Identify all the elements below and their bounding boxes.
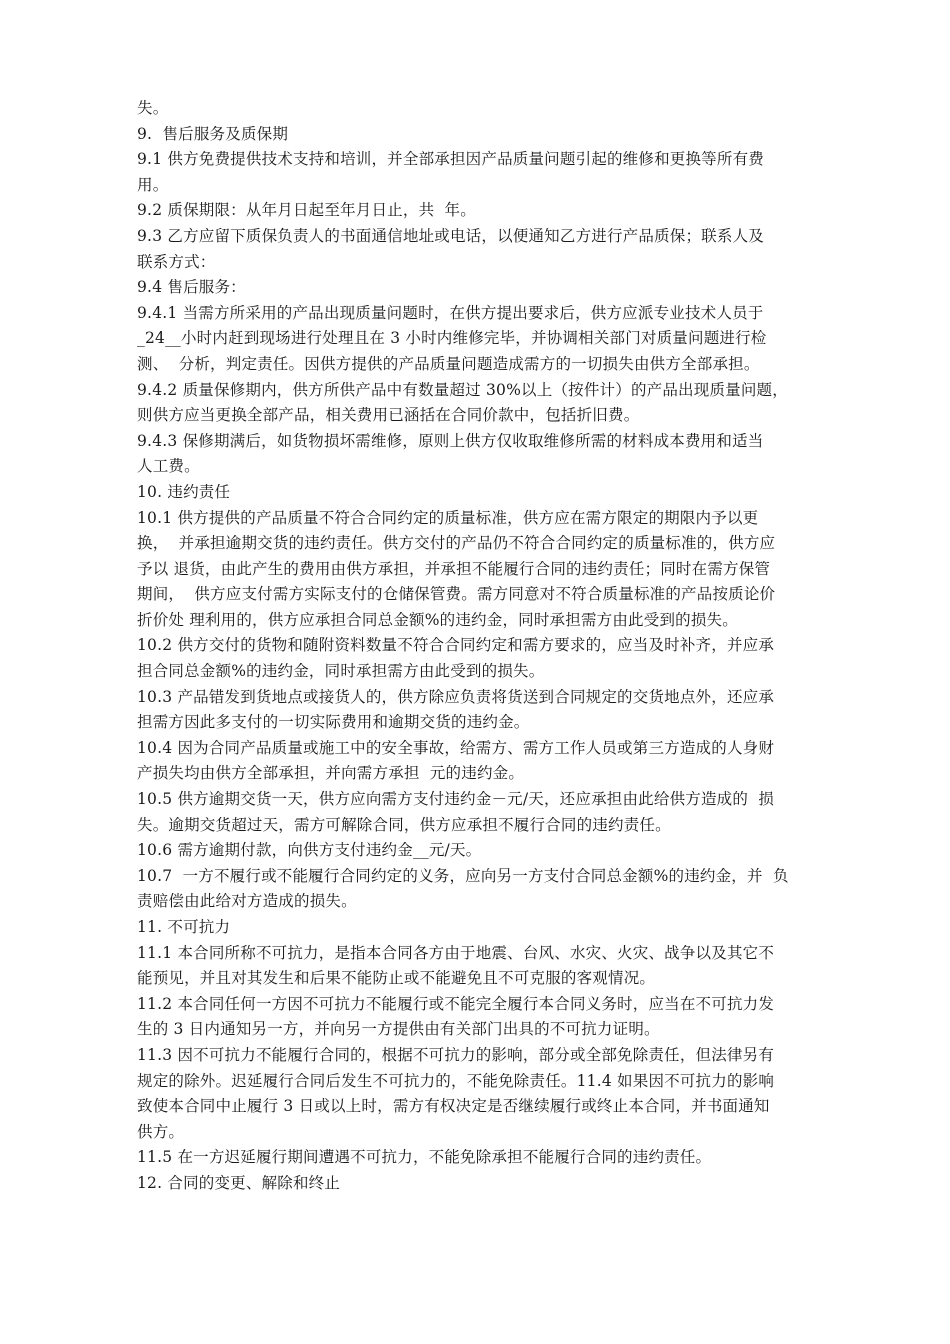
text-line: 9.4.2 质量保修期内，供方所供产品中有数量超过 30%以上（按件计）的产品出现质量问题，	[137, 380, 788, 399]
text-line: 失。逾期交货超过天，需方可解除合同，供方应承担不履行合同的违约责任。	[137, 815, 671, 834]
text-line: 担需方因此多支付的一切实际费用和逾期交货的违约金。	[137, 713, 530, 732]
text-line: 产损失均由供方全部承担，并向需方承担 元的违约金。	[137, 764, 525, 783]
section-heading: 12. 合同的变更、解除和终止	[137, 1173, 341, 1192]
text-line: 生的 3 日内通知另一方，并向另一方提供由有关部门出具的不可抗力证明。	[137, 1020, 660, 1039]
section-heading: 11. 不可抗力	[137, 918, 231, 936]
document-body	[137, 96, 827, 1197]
text-line: 11.2 本合同任何一方因不可抗力不能履行或不能完全履行本合同义务时，应当在不可抗力发	[137, 994, 775, 1013]
text-line: 折价处 理利用的，供方应承担合同总金额%的违约金，同时承担需方由此受到的损失。	[137, 610, 738, 629]
text-line: 11.1 本合同所称不可抗力，是指本合同各方由于地震、台风、水灾、火灾、战争以及其它不	[137, 943, 775, 962]
text-line: 失。	[137, 99, 169, 117]
text-line: 11.3 因不可抗力不能履行合同的，根据不可抗力的影响，部分或全部免除责任，但法律另有	[137, 1045, 775, 1064]
text-line: 予以 退货，由此产生的费用由供方承担，并承担不能履行合同的违约责任；同时在需方保管	[137, 559, 771, 578]
text-line: 10.1 供方提供的产品质量不符合合同约定的质量标准，供方应在需方限定的期限内予以更	[137, 508, 759, 527]
text-line: 10.3 产品错发到货地点或接货人的，供方除应负责将货送到合同规定的交货地点外，还应承	[137, 687, 775, 706]
text-line: 9.2 质保期限：从年月日起至年月日止，共 年。	[137, 201, 476, 220]
text-line: 9.4 售后服务：	[137, 278, 246, 297]
text-line: 换， 并承担逾期交货的违约责任。供方交付的产品仍不符合合同约定的质量标准的，供方应	[137, 534, 776, 553]
text-line: 人工费。	[137, 457, 200, 476]
text-line: 10.6 需方逾期付款，向供方支付违约金__元/天。	[137, 841, 482, 860]
text-line: 致使本合同中止履行 3 日或以上时，需方有权决定是否继续履行或终止本合同，并书面通知	[137, 1097, 770, 1116]
text-line: 10.7 一方不履行或不能履行合同约定的义务，应向另一方支付合同总金额%的违约金，并 负	[137, 866, 789, 885]
text-line: 9.3 乙方应留下质保负责人的书面通信地址或电话，以便通知乙方进行产品质保；联系人及	[137, 226, 764, 245]
text-line: 测、 分析，判定责任。因供方提供的产品质量问题造成需方的一切损失由供方全部承担。	[137, 354, 760, 373]
text-line: 10.2 供方交付的货物和随附资料数量不符合合同约定和需方要求的，应当及时补齐，并应承	[137, 636, 775, 655]
text-line: 担合同总金额%的违约金，同时承担需方由此受到的损失。	[137, 662, 545, 681]
text-line: _24__小时内赶到现场进行处理且在 3 小时内维修完毕，并协调相关部门对质量问题进行检	[137, 329, 767, 348]
text-line: 规定的除外。迟延履行合同后发生不可抗力的，不能免除责任。11.4 如果因不可抗力的影响	[137, 1071, 775, 1090]
text-line: 能预见，并且对其发生和后果不能防止或不能避免且不可克服的客观情况。	[137, 969, 656, 988]
text-line: 9.1 供方免费提供技术支持和培训，并全部承担因产品质量问题引起的维修和更换等所有费	[137, 150, 764, 169]
text-line: 期间， 供方应支付需方实际支付的仓储保管费。需方同意对不符合质量标准的产品按质论价	[137, 585, 776, 604]
text-line: 11.5 在一方迟延履行期间遭遇不可抗力，不能免除承担不能履行合同的违约责任。	[137, 1148, 712, 1167]
text-line: 10.4 因为合同产品质量或施工中的安全事故，给需方、需方工作人员或第三方造成的人身财	[137, 738, 775, 757]
text-line: 9.4.1 当需方所采用的产品出现质量问题时，在供方提出要求后，供方应派专业技术人员于	[137, 303, 764, 322]
section-heading: 9. 售后服务及质保期	[137, 124, 289, 143]
text-line: 9.4.3 保修期满后，如货物损坏需维修，原则上供方仅收取维修所需的材料成本费用和适当	[137, 431, 764, 450]
text-line: 联系方式：	[137, 252, 216, 271]
text-line: 供方。	[137, 1122, 185, 1141]
section-heading: 10. 违约责任	[137, 482, 231, 501]
text-line: 则供方应当更换全部产品，相关费用已涵括在合同价款中，包括折旧费。	[137, 406, 640, 425]
text-line: 责赔偿由此给对方造成的损失。	[137, 892, 357, 911]
text-line: 10.5 供方逾期交货一天，供方应向需方支付违约金－元/天，还应承担由此给供方造成的 损	[137, 790, 775, 809]
text-line: 用。	[137, 175, 169, 194]
